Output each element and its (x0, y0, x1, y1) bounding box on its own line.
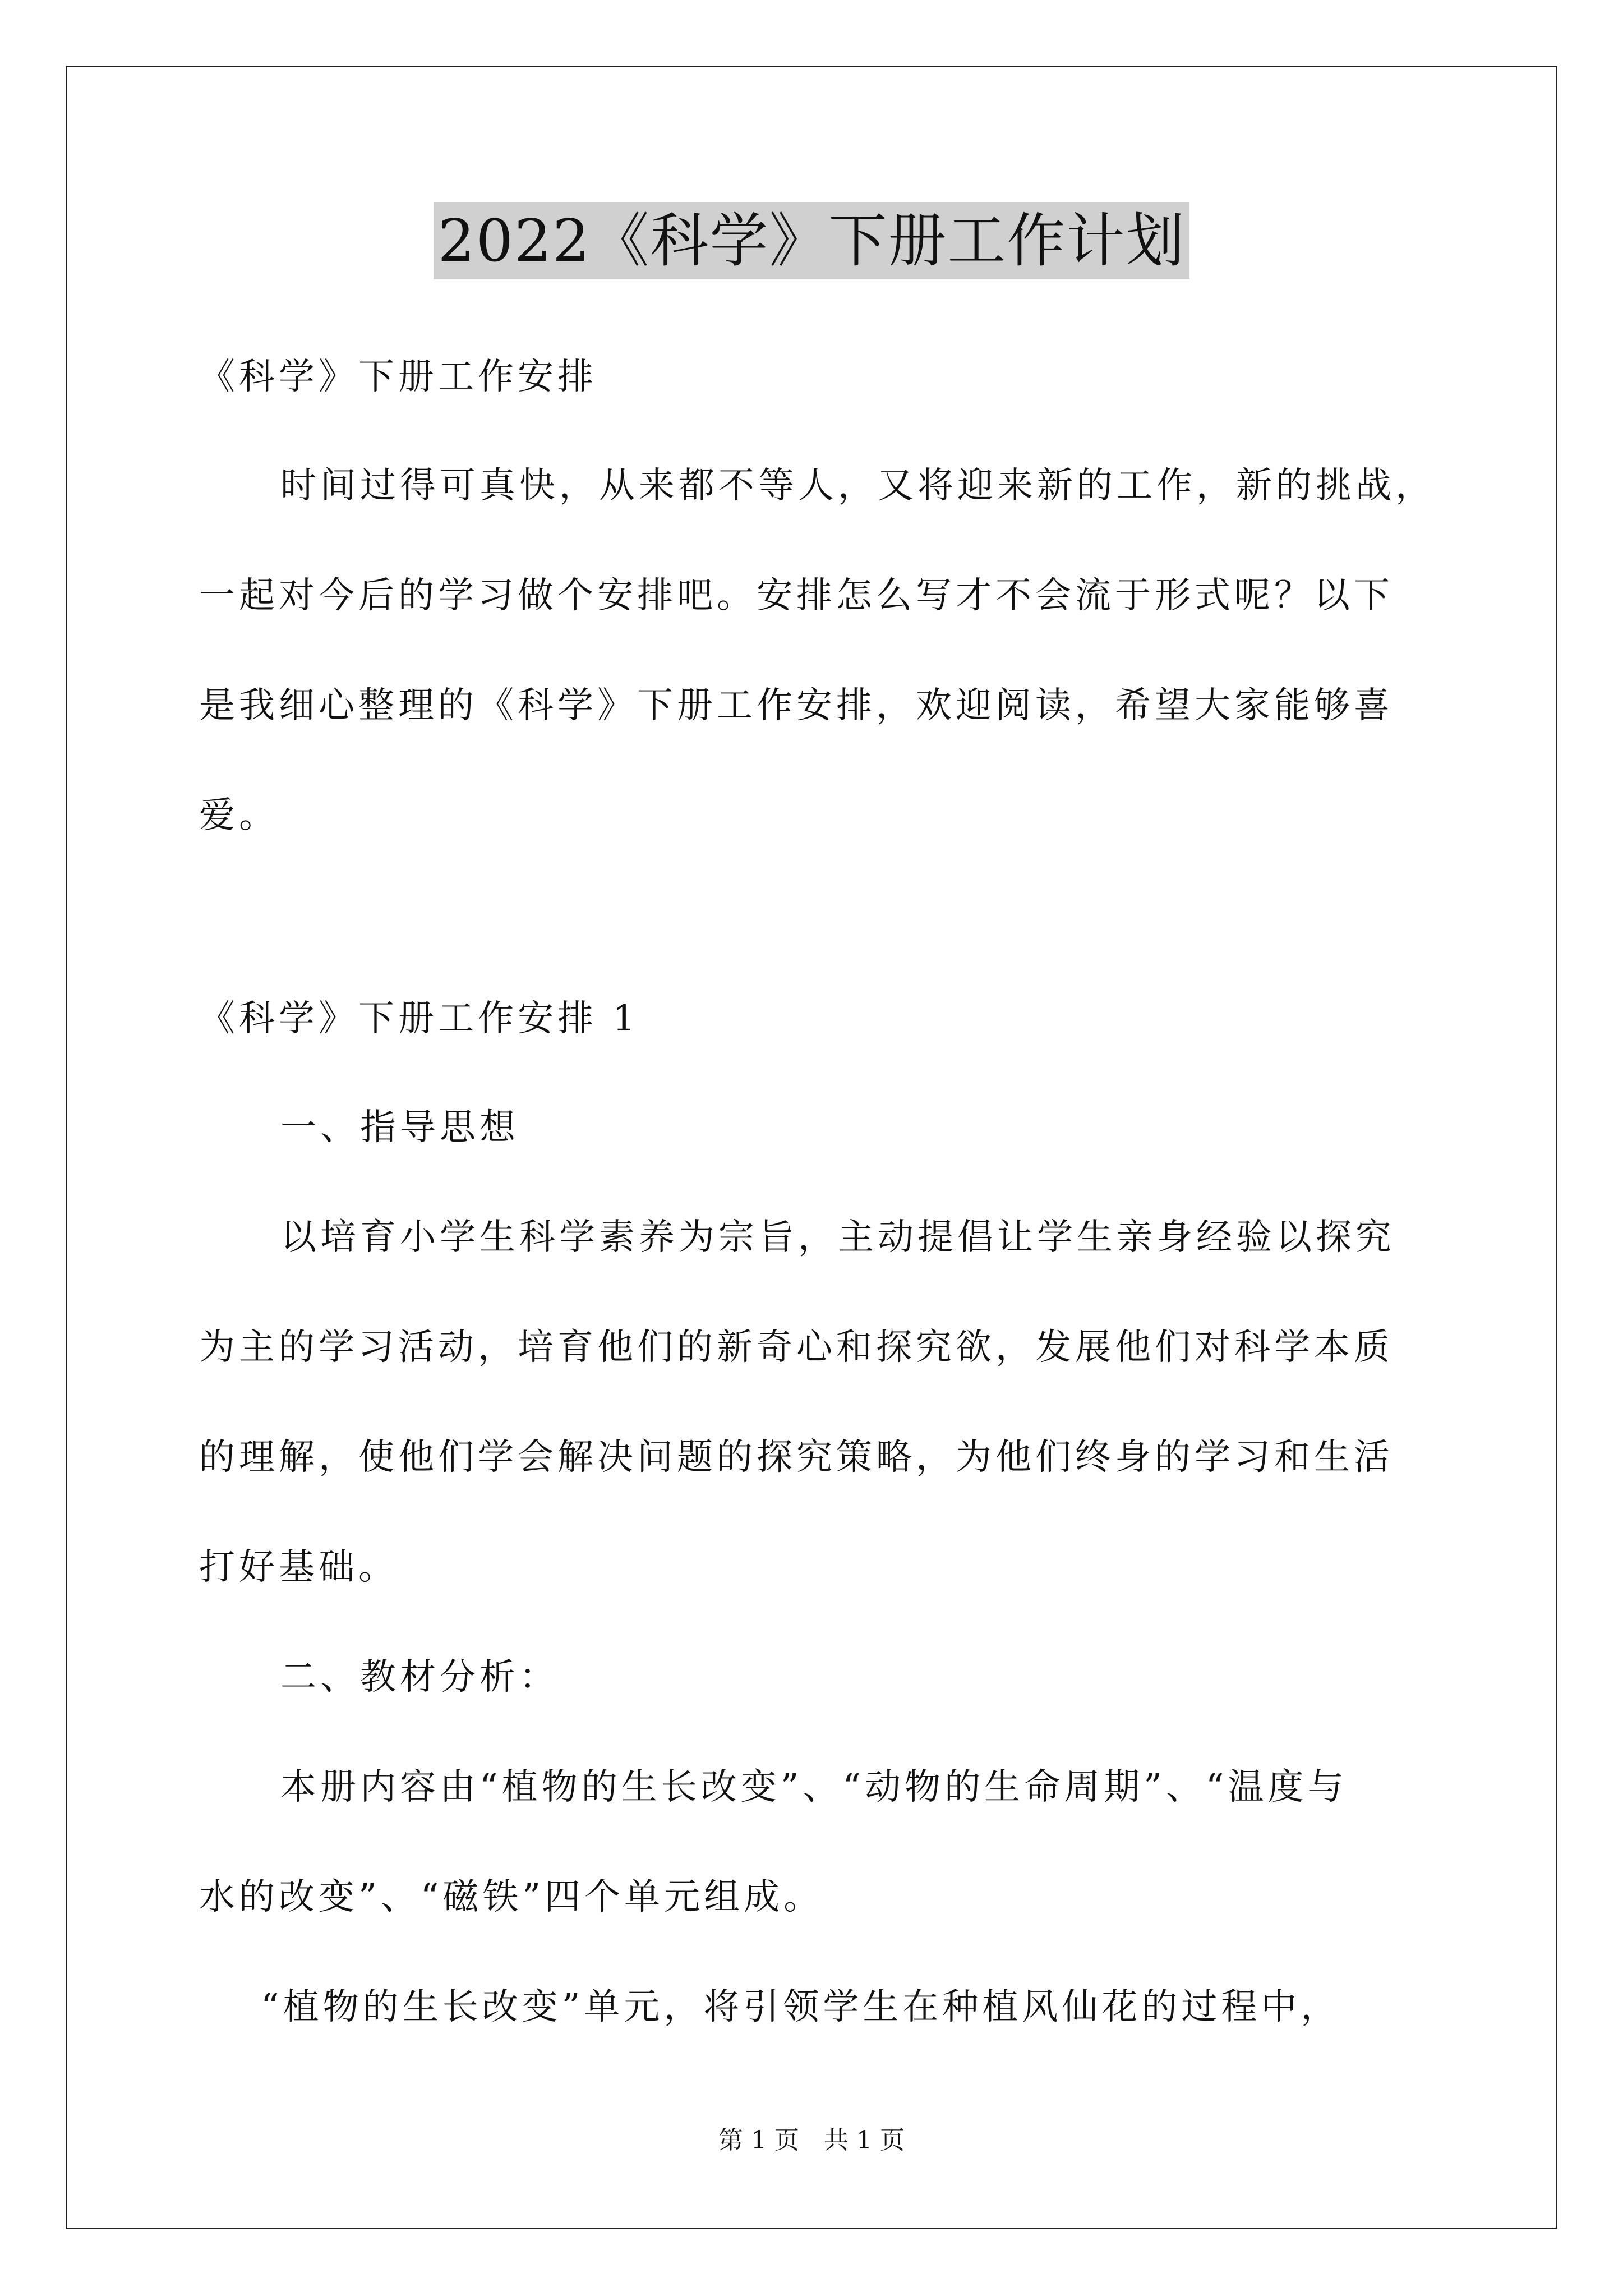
guiding-line: 的理解，使他们学会解决问题的探究策略，为他们终身的学习和生活 (199, 1437, 1394, 1478)
intro-line: 一起对今后的学习做个安排吧。安排怎么写才不会流于形式呢？以下 (199, 575, 1394, 616)
document-title: 2022《科学》下册工作计划 (434, 202, 1190, 279)
title-container (0, 202, 1623, 279)
heading-textbook-analysis: 二、教材分析： (280, 1657, 559, 1698)
guiding-line: 为主的学习活动，培育他们的新奇心和探究欲，发展他们对科学本质 (199, 1327, 1394, 1368)
guiding-line: 打好基础。 (199, 1547, 398, 1588)
content-line: 本册内容由“植物的生长改变”、“动物的生命周期”、“温度与 (280, 1766, 1348, 1808)
subtitle: 《科学》下册工作安排 (199, 356, 597, 398)
page-total: 共 1 页 (824, 2126, 905, 2155)
intro-line: 是我细心整理的《科学》下册工作安排，欢迎阅读，希望大家能够喜 (199, 685, 1394, 726)
guiding-line: 以培育小学生科学素养为宗旨，主动提倡让学生亲身经验以探究 (280, 1217, 1395, 1258)
section-title: 《科学》下册工作安排 1 (199, 998, 640, 1039)
intro-line: 时间过得可真快，从来都不等人，又将迎来新的工作，新的挑战， (280, 465, 1435, 507)
content-line: 水的改变”、“磁铁”四个单元组成。 (199, 1876, 824, 1918)
page-footer (0, 2124, 1623, 2157)
unit-line: “植物的生长改变”单元，将引领学生在种植风仙花的过程中， (261, 1986, 1341, 2028)
page-number: 第 1 页 (718, 2126, 799, 2155)
intro-line: 爱。 (199, 795, 279, 836)
heading-guiding-ideology: 一、指导思想 (280, 1107, 519, 1148)
